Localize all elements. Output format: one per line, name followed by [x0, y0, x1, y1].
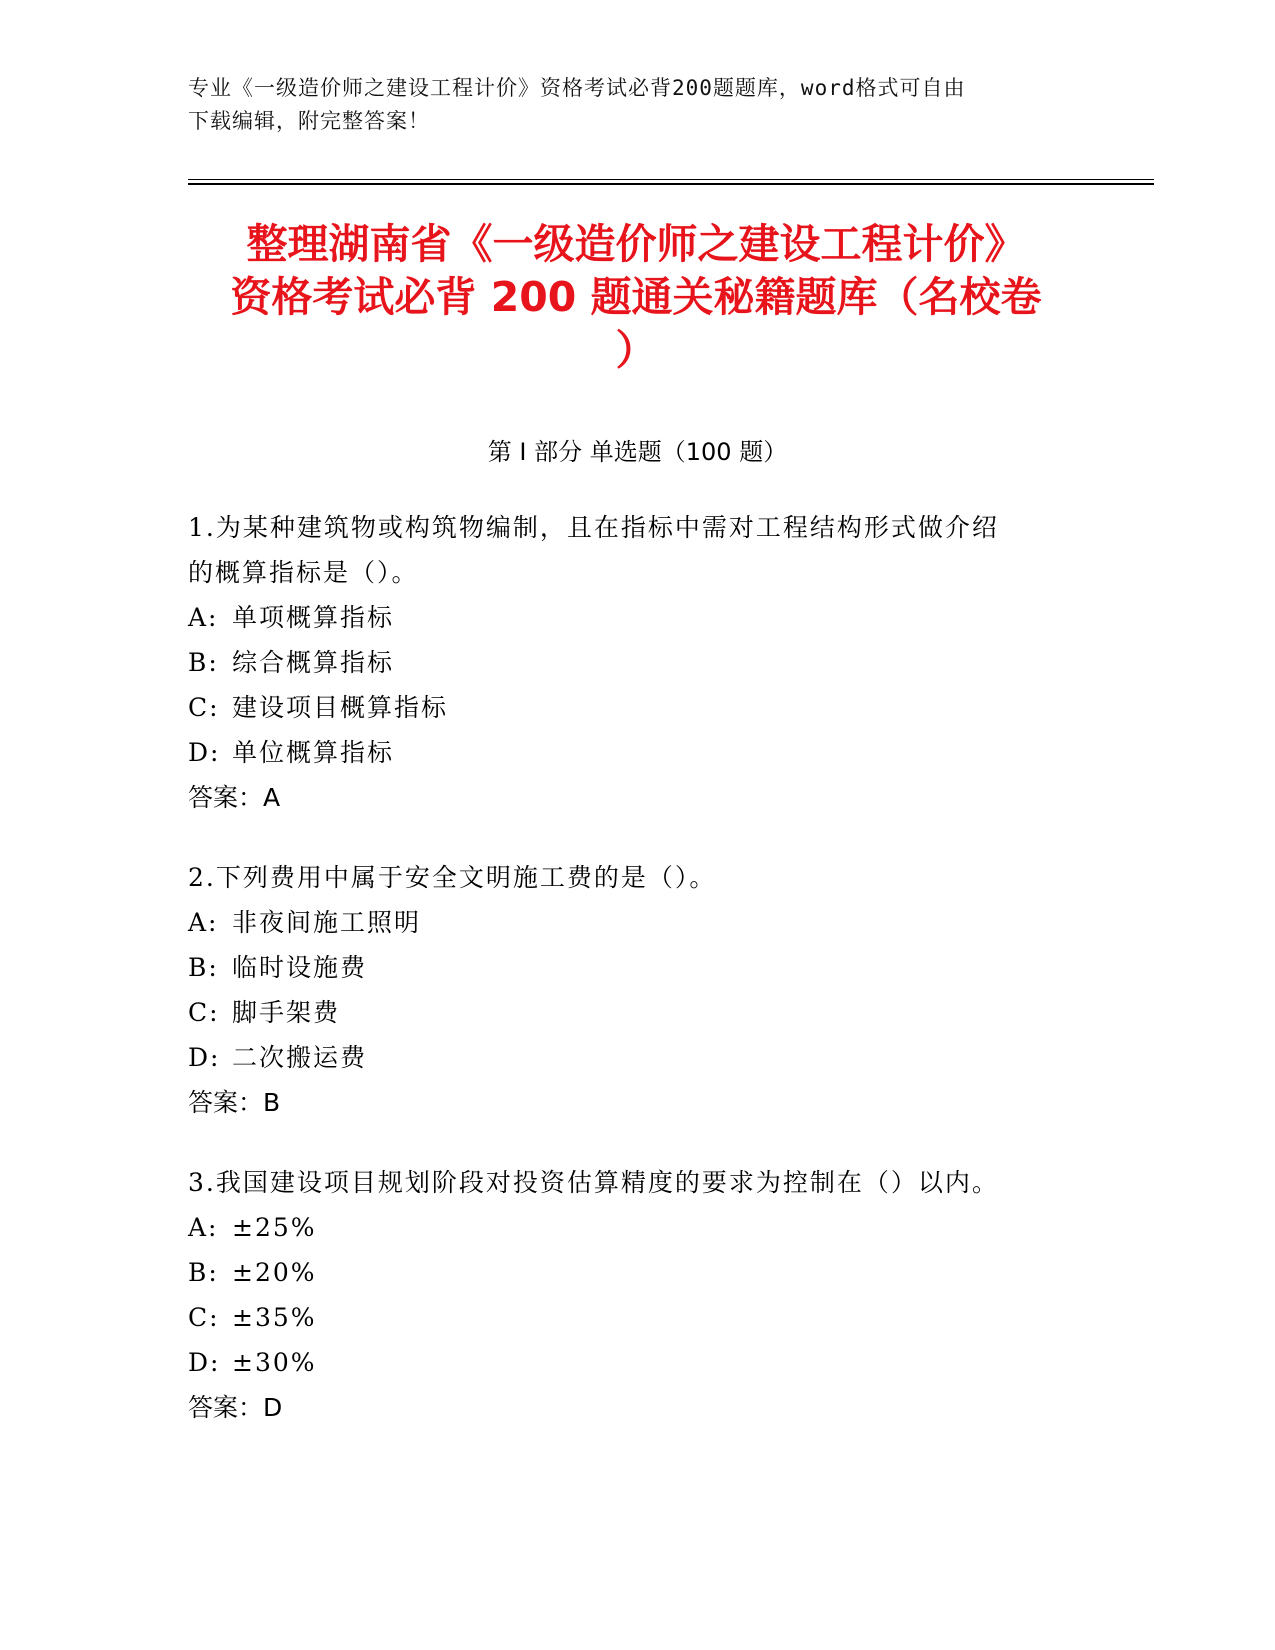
answer: 答案：D — [188, 1393, 283, 1422]
document-title-line-1: 整理湖南省《一级造价师之建设工程计价》 — [246, 220, 1026, 268]
question-1 — [188, 505, 1068, 820]
option-b — [188, 640, 1068, 685]
option-text: 临时设施费 — [232, 953, 368, 982]
option-key: B: — [188, 1258, 219, 1287]
option-b — [188, 945, 1068, 990]
option-key: A: — [188, 908, 219, 937]
option-b — [188, 1250, 1068, 1295]
option-a — [188, 595, 1068, 640]
answer: 答案：B — [188, 1088, 281, 1117]
option-text: ±25% — [232, 1213, 317, 1242]
option-d — [188, 730, 1068, 775]
question-stem-line-1: 1.为某种建筑物或构筑物编制，且在指标中需对工程结构形式做介绍 — [188, 513, 999, 542]
option-text: 建设项目概算指标 — [232, 693, 449, 722]
option-text: 非夜间施工照明 — [232, 908, 422, 937]
option-text: ±35% — [232, 1303, 317, 1332]
header-divider-thin — [188, 179, 1154, 180]
option-text: 综合概算指标 — [232, 648, 395, 677]
option-key: C: — [188, 998, 220, 1027]
document-title — [180, 218, 1092, 377]
answer: 答案：A — [188, 783, 281, 812]
option-text: 单项概算指标 — [232, 603, 395, 632]
section-title: 第 I 部分 单选题（100 题） — [487, 438, 788, 466]
option-key: A: — [188, 603, 219, 632]
option-text: 脚手架费 — [232, 998, 341, 1027]
question-stem — [188, 1160, 1068, 1205]
document-title-line-2: 资格考试必背 200 题通关秘籍题库（名校卷 — [230, 273, 1042, 321]
option-key: D: — [188, 738, 221, 767]
option-key: C: — [188, 693, 220, 722]
question-stem-line-1: 2.下列费用中属于安全文明施工费的是（）。 — [188, 863, 717, 892]
option-c — [188, 1295, 1068, 1340]
question-2 — [188, 855, 1068, 1125]
option-key: B: — [188, 648, 219, 677]
option-a — [188, 900, 1068, 945]
option-key: D: — [188, 1348, 221, 1377]
header-note-line-2: 下载编辑，附完整答案！ — [188, 109, 430, 133]
option-text: ±30% — [232, 1348, 317, 1377]
option-c — [188, 990, 1068, 1035]
option-d — [188, 1035, 1068, 1080]
question-stem — [188, 855, 1068, 900]
header-note-line-1: 专业《一级造价师之建设工程计价》资格考试必背200题题库，word格式可自由 — [188, 76, 966, 100]
header-divider-thick — [188, 183, 1154, 185]
option-key: D: — [188, 1043, 221, 1072]
option-d — [188, 1340, 1068, 1385]
option-a — [188, 1205, 1068, 1250]
option-c — [188, 685, 1068, 730]
question-3 — [188, 1160, 1068, 1430]
document-title-line-3: ） — [615, 326, 657, 374]
option-text: 单位概算指标 — [232, 738, 395, 767]
question-stem-line-1: 3.我国建设项目规划阶段对投资估算精度的要求为控制在（）以内。 — [188, 1168, 999, 1197]
option-text: 二次搬运费 — [232, 1043, 368, 1072]
question-stem — [188, 505, 1068, 595]
option-key: C: — [188, 1303, 220, 1332]
header-note — [188, 72, 1068, 138]
option-key: A: — [188, 1213, 219, 1242]
option-text: ±20% — [232, 1258, 317, 1287]
option-key: B: — [188, 953, 219, 982]
question-stem-line-2: 的概算指标是（）。 — [188, 558, 419, 587]
